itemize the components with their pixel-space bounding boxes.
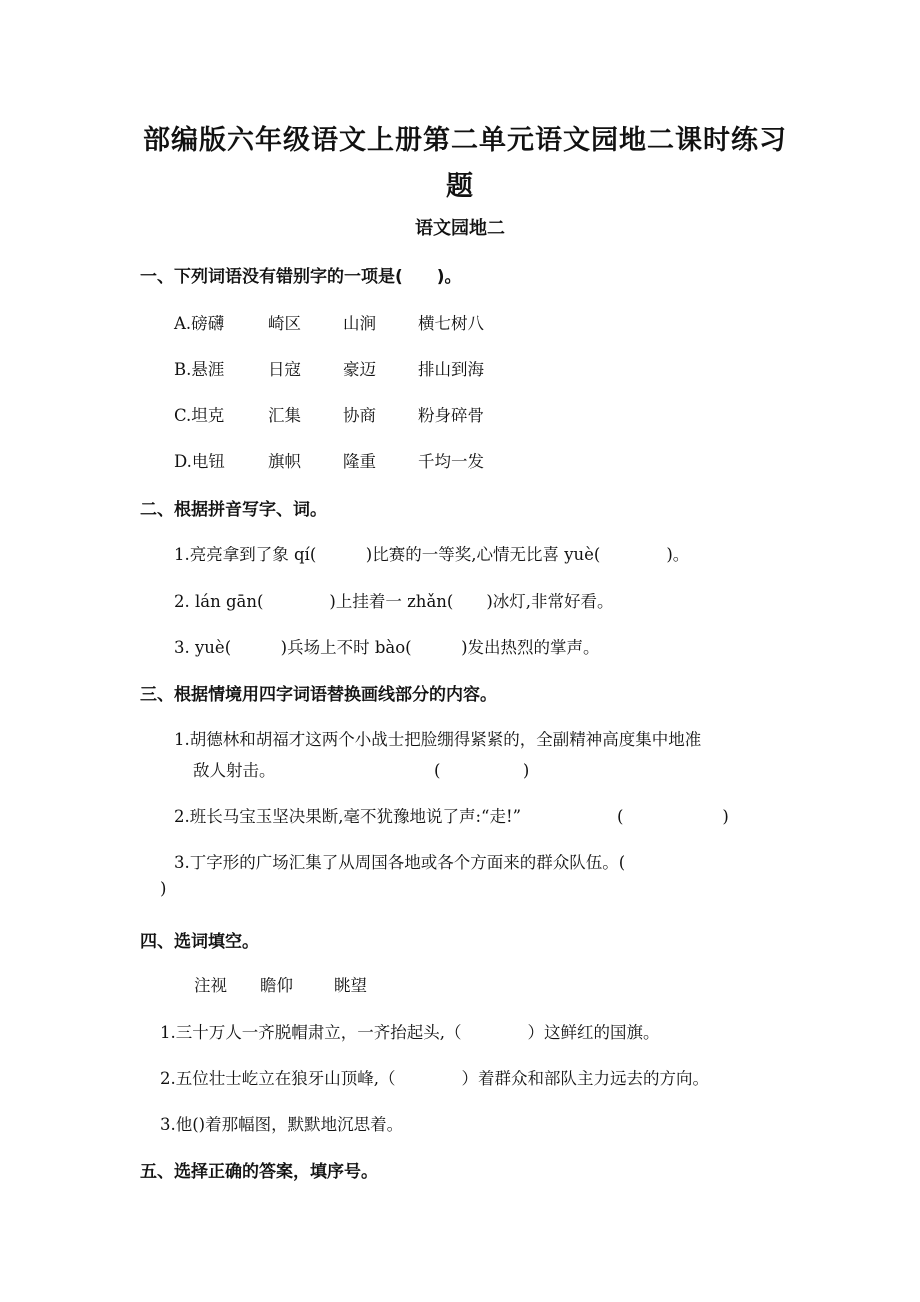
option-d bbox=[0, 448, 920, 472]
option-b-word-4: 排山到海 bbox=[418, 360, 484, 379]
page-title-line-2: 题 bbox=[446, 171, 474, 202]
section-3-item-3-line-1: 3.丁字形的广场汇集了从周国各地或各个方面来的群众队伍。( bbox=[174, 853, 626, 872]
option-a-word-2: 崎区 bbox=[268, 314, 301, 333]
option-c-word-4: 粉身碎骨 bbox=[418, 406, 484, 425]
option-d-word-3: 隆重 bbox=[343, 452, 376, 471]
section-4-item-2: 2.五位壮士屹立在狼牙山顶峰,（ ）着群众和部队主力远去的方向。 bbox=[160, 1069, 709, 1088]
section-2-heading: 二、根据拼音写字、词。 bbox=[140, 500, 327, 520]
section-4-heading: 四、选词填空。 bbox=[140, 932, 259, 952]
section-3-item-2: 2.班长马宝玉坚决果断,毫不犹豫地说了声:“走!” bbox=[174, 807, 522, 826]
option-c-word-1: C.坦克 bbox=[174, 406, 225, 425]
option-b-word-3: 豪迈 bbox=[343, 360, 376, 379]
section-2-item-2: 2. lán gān( )上挂着一 zhǎn( )冰灯,非常好看。 bbox=[174, 592, 614, 611]
option-b-word-2: 日寇 bbox=[268, 360, 301, 379]
section-4-item-3: 3.他()着那幅图，默默地沉思着。 bbox=[160, 1115, 404, 1134]
option-b bbox=[0, 356, 920, 380]
word-bank-word-1: 注视 bbox=[194, 976, 227, 995]
section-4-item-1: 1.三十万人一齐脱帽肃立，一齐抬起头,（ ）这鲜红的国旗。 bbox=[160, 1023, 660, 1042]
section-3-item-1-line-1: 1.胡德林和胡福才这两个小战士把脸绷得紧紧的，全副精神高度集中地准 bbox=[174, 730, 702, 749]
word-bank-word-3: 眺望 bbox=[334, 976, 367, 995]
section-3-item-1-line-2: 敌人射击。 bbox=[193, 761, 276, 780]
section-3-item-1-blank: ( ) bbox=[434, 761, 530, 780]
option-c bbox=[0, 402, 920, 426]
section-2-item-1: 1.亮亮拿到了象 qí( )比赛的一等奖,心情无比喜 yuè( )。 bbox=[174, 545, 690, 564]
section-5-heading: 五、选择正确的答案，填序号。 bbox=[140, 1162, 378, 1182]
section-2-item-3: 3. yuè( )兵场上不时 bào( )发出热烈的掌声。 bbox=[174, 638, 600, 657]
page-title-line-1: 部编版六年级语文上册第二单元语文园地二课时练习 bbox=[143, 125, 787, 156]
option-c-word-2: 汇集 bbox=[268, 406, 301, 425]
section-3-item-3-line-2: ) bbox=[160, 879, 167, 898]
option-b-word-1: B.悬涯 bbox=[174, 360, 225, 379]
option-a-word-1: A.磅礴 bbox=[174, 314, 225, 333]
section-1-heading: 一、下列词语没有错别字的一项是( )。 bbox=[140, 267, 462, 287]
option-d-word-1: D.电钮 bbox=[174, 452, 225, 471]
page-subtitle: 语文园地二 bbox=[415, 218, 505, 239]
option-a-word-4: 横七树八 bbox=[418, 314, 484, 333]
section-3-item-2-blank: ( ) bbox=[617, 807, 729, 826]
option-a-word-3: 山涧 bbox=[343, 314, 376, 333]
section-3-heading: 三、根据情境用四字词语替换画线部分的内容。 bbox=[140, 685, 497, 705]
word-bank-word-2: 瞻仰 bbox=[260, 976, 293, 995]
option-a bbox=[0, 310, 920, 334]
word-bank bbox=[0, 972, 920, 996]
option-c-word-3: 协商 bbox=[343, 406, 376, 425]
option-d-word-2: 旗帜 bbox=[268, 452, 301, 471]
option-d-word-4: 千均一发 bbox=[418, 452, 484, 471]
